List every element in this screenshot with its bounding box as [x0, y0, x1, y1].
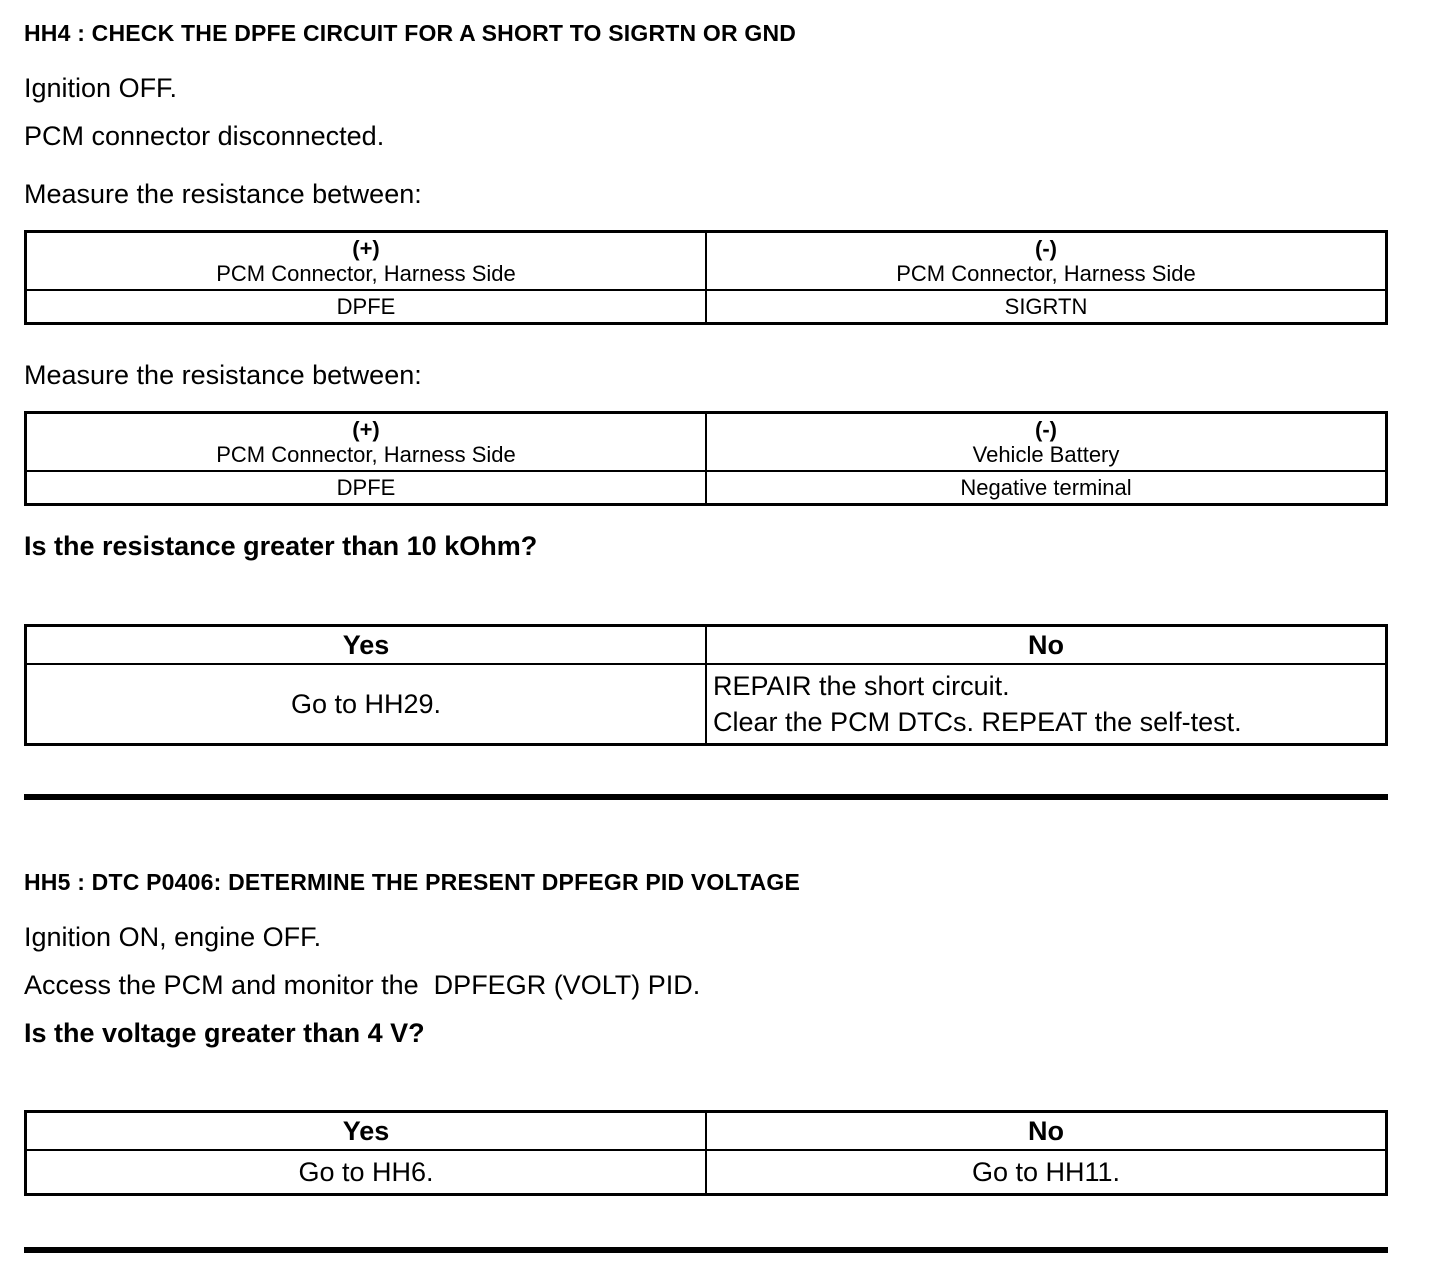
- polarity-plus-sign: (+): [352, 236, 380, 261]
- positive-terminal-value: DPFE: [26, 471, 707, 505]
- negative-terminal-value: Negative terminal: [706, 471, 1387, 505]
- negative-terminal-label: Vehicle Battery: [972, 442, 1120, 467]
- decision-value-row: [26, 664, 1387, 745]
- section-divider: [24, 1247, 1388, 1253]
- decision-value-row: [26, 1150, 1387, 1195]
- negative-terminal-value: SIGRTN: [706, 290, 1387, 324]
- positive-terminal-header-cell: [26, 413, 707, 472]
- no-action: [706, 664, 1387, 745]
- question-voltage: Is the voltage greater than 4 V?: [24, 1018, 425, 1048]
- no-header: No: [706, 626, 1387, 665]
- yes-action: Go to HH29.: [26, 664, 707, 745]
- instruction-monitor-pid: Access the PCM and monitor the DPFEGR (VOLT) PID.: [24, 970, 701, 1000]
- measure-resistance-label-1: Measure the resistance between:: [24, 179, 422, 209]
- negative-terminal-header-cell: [706, 232, 1387, 291]
- polarity-minus-sign: (-): [1035, 236, 1057, 261]
- measurement-table-2: [24, 411, 1388, 506]
- negative-terminal-label: PCM Connector, Harness Side: [896, 261, 1196, 286]
- section-hh4-heading: HH4 : CHECK THE DPFE CIRCUIT FOR A SHORT TO SIGRTN OR GND: [24, 20, 797, 46]
- measure-resistance-label-2: Measure the resistance between:: [24, 360, 422, 390]
- no-action: Go to HH11.: [706, 1150, 1387, 1195]
- section-hh4: [24, 20, 1388, 746]
- measurement-table-1: [24, 230, 1388, 325]
- decision-header-row: [26, 626, 1387, 665]
- positive-terminal-header-cell: [26, 232, 707, 291]
- decision-table-hh5: [24, 1110, 1388, 1196]
- section-hh5-heading: HH5 : DTC P0406: DETERMINE THE PRESENT DPFEGR PID VOLTAGE: [24, 869, 801, 895]
- measurement-header-row: [26, 232, 1387, 291]
- yes-action: Go to HH6.: [26, 1150, 707, 1195]
- measurement-value-row: [26, 471, 1387, 505]
- instruction-ignition-off: Ignition OFF.: [24, 73, 178, 103]
- positive-terminal-label: PCM Connector, Harness Side: [216, 261, 516, 286]
- no-header: No: [706, 1112, 1387, 1151]
- yes-header: Yes: [26, 1112, 707, 1151]
- decision-header-row: [26, 1112, 1387, 1151]
- measurement-value-row: [26, 290, 1387, 324]
- question-resistance: Is the resistance greater than 10 kOhm?: [24, 531, 538, 561]
- no-action-line-1: REPAIR the short circuit.: [713, 671, 1010, 701]
- positive-terminal-value: DPFE: [26, 290, 707, 324]
- positive-terminal-label: PCM Connector, Harness Side: [216, 442, 516, 467]
- instruction-ignition-on: Ignition ON, engine OFF.: [24, 922, 322, 952]
- decision-table-hh4: [24, 624, 1388, 746]
- section-divider: [24, 794, 1388, 800]
- polarity-plus-sign: (+): [352, 417, 380, 442]
- no-action-line-2: Clear the PCM DTCs. REPEAT the self-test.: [713, 707, 1242, 737]
- yes-header: Yes: [26, 626, 707, 665]
- section-hh5: [24, 869, 1388, 1196]
- instruction-pcm-disconnected: PCM connector disconnected.: [24, 121, 385, 151]
- negative-terminal-header-cell: [706, 413, 1387, 472]
- polarity-minus-sign: (-): [1035, 417, 1057, 442]
- measurement-header-row: [26, 413, 1387, 472]
